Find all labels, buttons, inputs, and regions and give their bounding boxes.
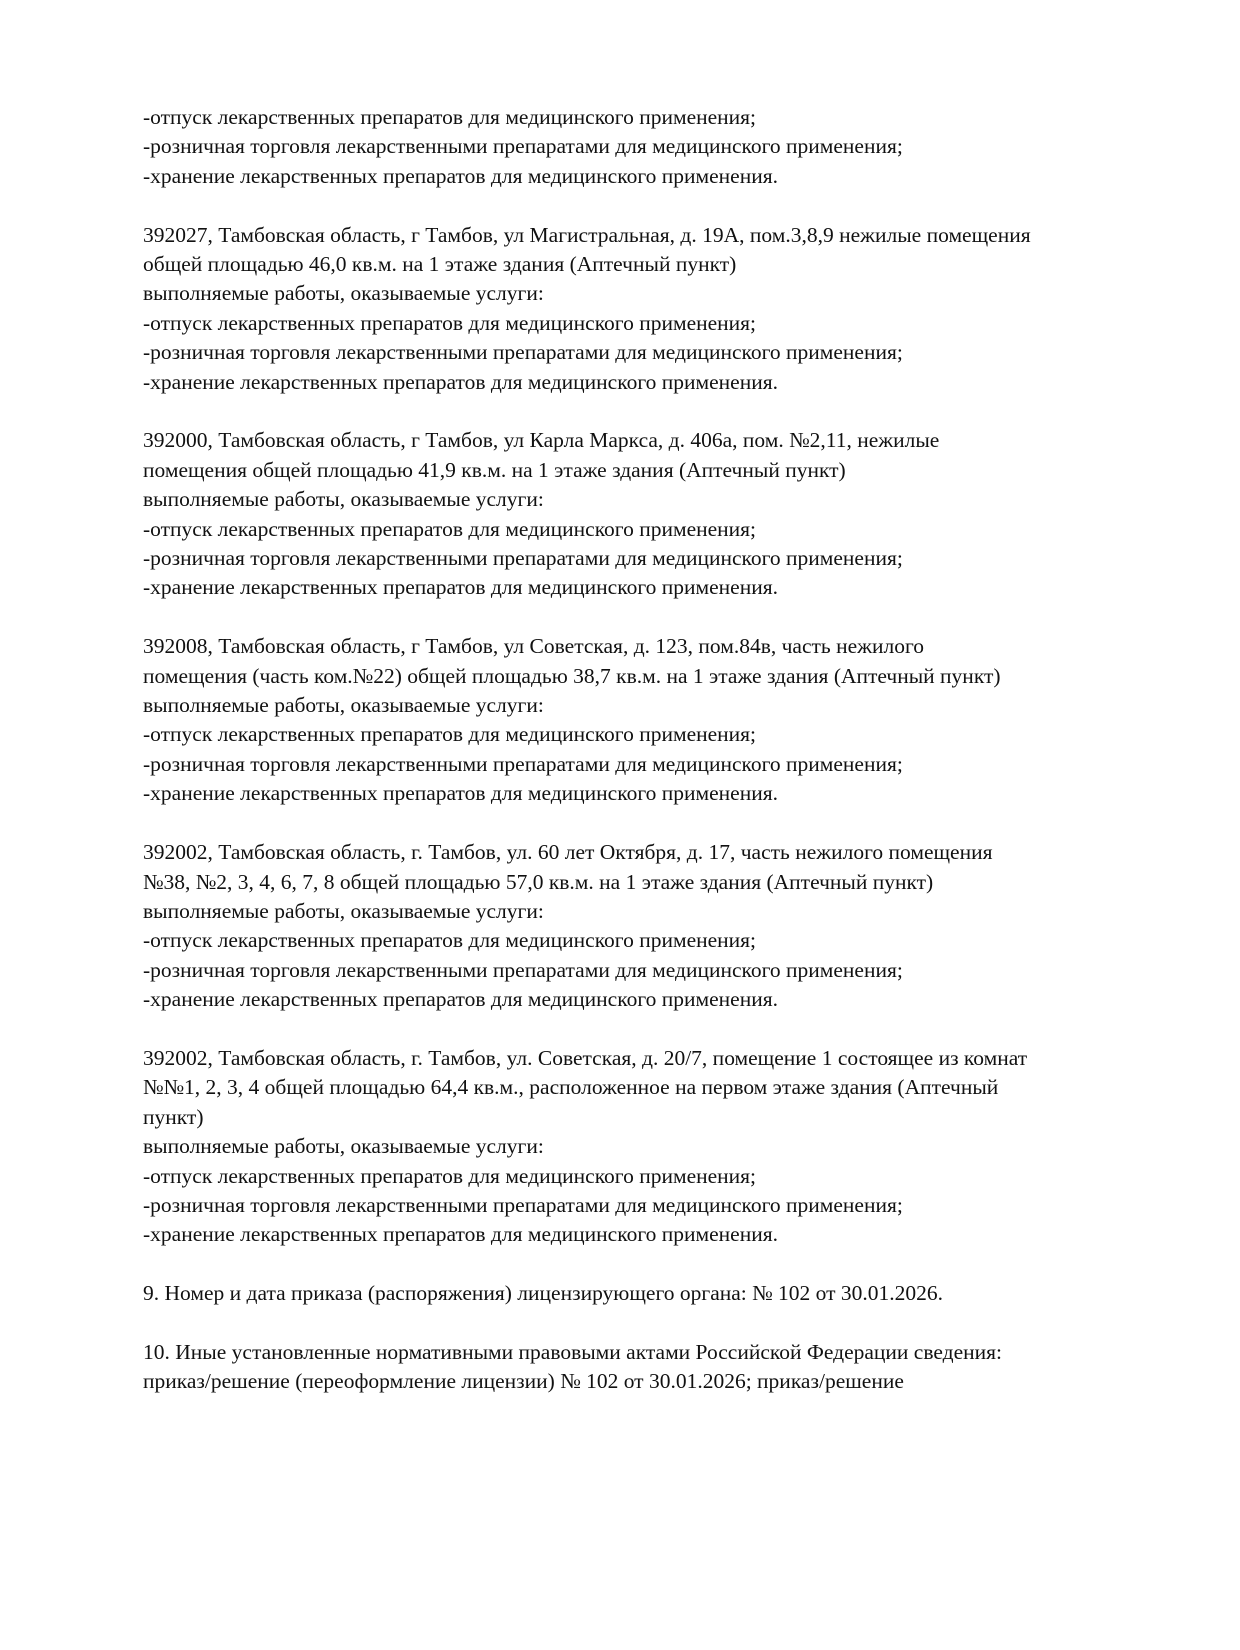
- service-line: -отпуск лекарственных препаратов для медицинского применения;: [143, 1163, 757, 1188]
- other-info-line: приказ/решение (переоформление лицензии) № 102 от 30.01.2026; приказ/решение: [143, 1369, 904, 1394]
- service-line: -хранение лекарственных препаратов для медицинского применения.: [143, 781, 778, 806]
- services-label: выполняемые работы, оказываемые услуги:: [143, 898, 544, 923]
- service-line: -хранение лекарственных препаратов для медицинского применения.: [143, 987, 778, 1012]
- other-info-line: 10. Иные установленные нормативными правовыми актами Российской Федерации сведения:: [143, 1339, 1002, 1364]
- service-line: -отпуск лекарственных препаратов для медицинского применения;: [143, 928, 757, 953]
- address-block: [143, 838, 1183, 1014]
- address-line: №№1, 2, 3, 4 общей площадью 64,4 кв.м., расположенное на первом этаже здания (Аптечный: [143, 1075, 999, 1100]
- service-line: -хранение лекарственных препаратов для медицинского применения.: [143, 369, 778, 394]
- service-line: -розничная торговля лекарственными препаратами для медицинского применения;: [143, 134, 903, 159]
- address-line: 392002, Тамбовская область, г. Тамбов, ул. Советская, д. 20/7, помещение 1 состоящее из комнат: [143, 1045, 1028, 1070]
- intro-services: [143, 103, 1183, 191]
- address-block: [143, 426, 1183, 602]
- service-line: -розничная торговля лекарственными препаратами для медицинского применения;: [143, 546, 903, 571]
- address-line: 392002, Тамбовская область, г. Тамбов, ул. 60 лет Октября, д. 17, часть нежилого помещения: [143, 840, 993, 865]
- address-line: 392008, Тамбовская область, г Тамбов, ул Советская, д. 123, пом.84в, часть нежилого: [143, 634, 925, 659]
- services-label: выполняемые работы, оказываемые услуги:: [143, 1134, 544, 1159]
- service-line: -отпуск лекарственных препаратов для медицинского применения;: [143, 722, 757, 747]
- address-line: пункт): [143, 1104, 204, 1129]
- section-10: [143, 1338, 1183, 1397]
- service-line: -хранение лекарственных препаратов для медицинского применения.: [143, 575, 778, 600]
- service-line: -розничная торговля лекарственными препаратами для медицинского применения;: [143, 751, 903, 776]
- services-label: выполняемые работы, оказываемые услуги:: [143, 281, 544, 306]
- services-label: выполняемые работы, оказываемые услуги:: [143, 487, 544, 512]
- service-line: -хранение лекарственных препаратов для медицинского применения.: [143, 163, 778, 188]
- address-block: [143, 221, 1183, 397]
- order-number-line: 9. Номер и дата приказа (распоряжения) лицензирующего органа: № 102 от 30.01.2026.: [143, 1281, 944, 1306]
- service-line: -хранение лекарственных препаратов для медицинского применения.: [143, 1222, 778, 1247]
- address-line: 392027, Тамбовская область, г Тамбов, ул Магистральная, д. 19А, пом.3,8,9 нежилые помещения: [143, 222, 1031, 247]
- address-line: помещения общей площадью 41,9 кв.м. на 1 этаже здания (Аптечный пункт): [143, 457, 846, 482]
- services-label: выполняемые работы, оказываемые услуги:: [143, 693, 544, 718]
- service-line: -отпуск лекарственных препаратов для медицинского применения;: [143, 105, 757, 129]
- address-line: №38, №2, 3, 4, 6, 7, 8 общей площадью 57,0 кв.м. на 1 этаже здания (Аптечный пункт): [143, 869, 934, 894]
- address-line: 392000, Тамбовская область, г Тамбов, ул Карла Маркса, д. 406а, пом. №2,11, нежилые: [143, 428, 940, 453]
- address-line: общей площадью 46,0 кв.м. на 1 этаже здания (Аптечный пункт): [143, 252, 737, 277]
- address-line: помещения (часть ком.№22) общей площадью 38,7 кв.м. на 1 этаже здания (Аптечный пункт): [143, 663, 1001, 688]
- service-line: -розничная торговля лекарственными препаратами для медицинского применения;: [143, 340, 903, 365]
- section-9: [143, 1279, 1183, 1308]
- address-block: [143, 1044, 1183, 1250]
- document-page: [143, 103, 1183, 1426]
- service-line: -розничная торговля лекарственными препаратами для медицинского применения;: [143, 1192, 903, 1217]
- service-line: -розничная торговля лекарственными препаратами для медицинского применения;: [143, 957, 903, 982]
- service-line: -отпуск лекарственных препаратов для медицинского применения;: [143, 310, 757, 335]
- service-line: -отпуск лекарственных препаратов для медицинского применения;: [143, 516, 757, 541]
- address-block: [143, 632, 1183, 808]
